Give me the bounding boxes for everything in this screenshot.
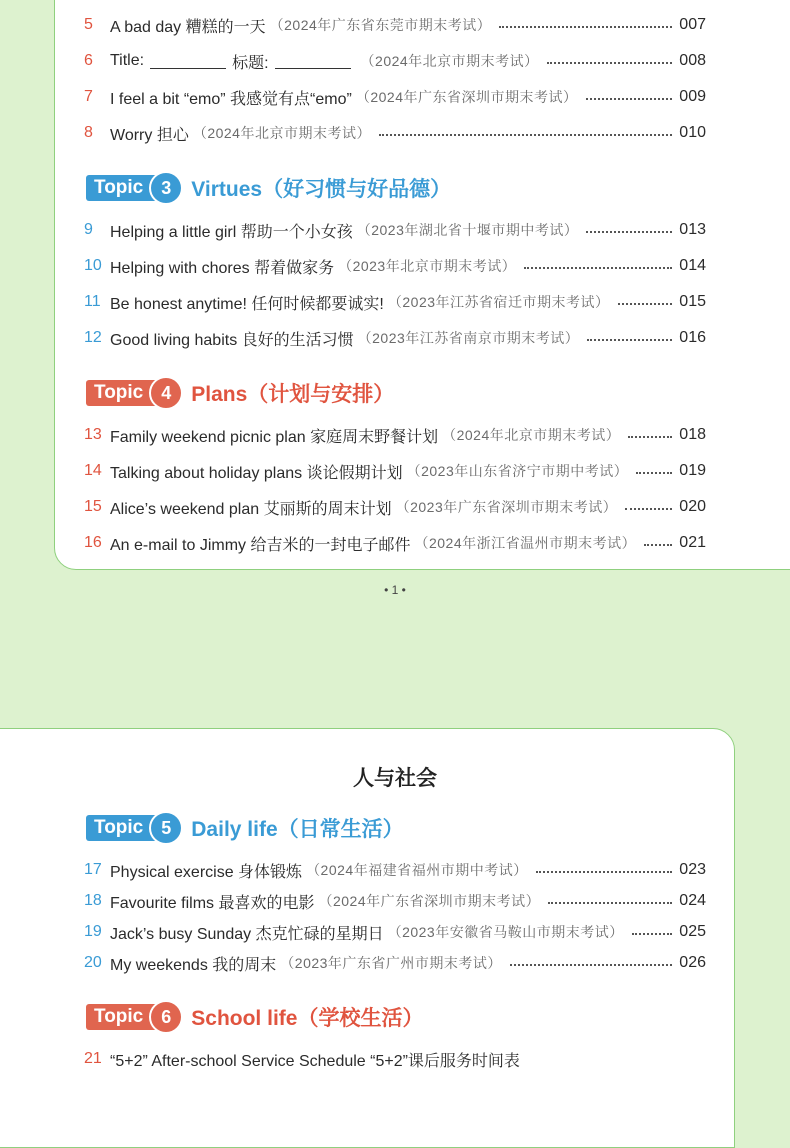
leader-dots — [632, 933, 672, 935]
entry-title: Jack’s busy Sunday 杰克忙碌的星期日 — [110, 925, 384, 943]
entry-page: 025 — [679, 923, 706, 940]
toc-entry[interactable] — [84, 325, 706, 351]
toc-entry[interactable] — [84, 289, 706, 315]
entry-page: 016 — [679, 329, 706, 346]
topic-tag: Topic — [86, 815, 165, 841]
entry-source: （2024年北京市期末考试） — [442, 427, 621, 443]
toc-entry[interactable] — [84, 1046, 706, 1072]
entry-source: （2023年广东省广州市期末考试） — [280, 955, 502, 971]
entry-source: （2023年北京市期末考试） — [338, 258, 517, 274]
entry-number: 14 — [84, 462, 102, 479]
entry-title-part: 标题: — [232, 54, 269, 72]
entry-source: （2024年福建省福州市期中考试） — [306, 862, 528, 878]
topic-title: School life（学校生活） — [191, 1007, 424, 1030]
toc-entry[interactable] — [84, 84, 706, 110]
entry-number: 5 — [84, 16, 93, 33]
leader-dots — [644, 544, 672, 546]
entry-number: 21 — [84, 1050, 102, 1067]
topic-title: Virtues（好习惯与好品德） — [191, 178, 452, 201]
topic-header-5 — [86, 812, 404, 844]
entry-number: 19 — [84, 923, 102, 940]
entry-page: 013 — [679, 221, 706, 238]
toc-entry[interactable] — [84, 120, 706, 146]
toc-entry[interactable] — [84, 919, 706, 945]
entry-page: 023 — [679, 861, 706, 878]
entry-number: 9 — [84, 221, 93, 238]
topic-title: Plans（计划与安排） — [191, 383, 395, 406]
blank-line — [275, 54, 351, 69]
leader-dots — [636, 472, 672, 474]
entry-title: Good living habits 良好的生活习惯 — [110, 331, 354, 349]
entry-source: （2023年广东省深圳市期末考试） — [395, 499, 618, 515]
leader-dots — [524, 267, 672, 269]
entry-source: （2023年湖北省十堰市期中考试） — [356, 222, 579, 238]
topic-header-6 — [86, 1001, 423, 1033]
toc-entry[interactable] — [84, 950, 706, 976]
entry-title: Favourite films 最喜欢的电影 — [110, 894, 315, 912]
entry-title: A bad day 糟糕的一天 — [110, 18, 266, 36]
leader-dots — [547, 62, 672, 64]
page-number: • 1 • — [384, 583, 406, 597]
entry-title: Helping with chores 帮着做家务 — [110, 259, 335, 277]
toc-entry[interactable] — [84, 48, 706, 74]
entry-title: Talking about holiday plans 谈论假期计划 — [110, 464, 403, 482]
topic-title: Daily life（日常生活） — [191, 818, 404, 841]
topic-header-3 — [86, 172, 451, 204]
leader-dots — [379, 134, 672, 136]
entry-number: 20 — [84, 954, 102, 971]
entry-page: 015 — [679, 293, 706, 310]
toc-entry[interactable] — [84, 422, 706, 448]
toc-entry[interactable] — [84, 458, 706, 484]
toc-entry[interactable] — [84, 857, 706, 883]
entry-number: 16 — [84, 534, 102, 551]
entry-title: Be honest anytime! 任何时候都要诚实! — [110, 295, 384, 313]
entry-title-part: Title: — [110, 52, 145, 69]
leader-dots — [625, 508, 672, 510]
entry-number: 12 — [84, 329, 102, 346]
topic-tag: Topic — [86, 1004, 165, 1030]
entry-source: （2024年广东省东莞市期末考试） — [269, 17, 492, 33]
entry-page: 008 — [679, 52, 706, 69]
topic-tag: Topic — [86, 175, 165, 201]
topic-header-4 — [86, 377, 394, 409]
entry-page: 007 — [679, 16, 706, 33]
entry-number: 13 — [84, 426, 102, 443]
entry-source: （2024年广东省深圳市期末考试） — [318, 893, 541, 909]
entry-source: （2024年北京市期末考试） — [192, 125, 371, 141]
entry-source: （2023年安徽省马鞍山市期末考试） — [387, 924, 624, 940]
leader-dots — [618, 303, 672, 305]
entry-number: 8 — [84, 124, 93, 141]
blank-line — [150, 54, 226, 69]
toc-entry[interactable] — [84, 494, 706, 520]
leader-dots — [510, 964, 672, 966]
toc-entry[interactable] — [84, 12, 706, 38]
entry-page: 018 — [679, 426, 706, 443]
entry-title: “5+2” After-school Service Schedule “5+2”课后服务时间表 — [110, 1052, 520, 1070]
entry-page: 020 — [679, 498, 706, 515]
entry-page: 021 — [679, 534, 706, 551]
leader-dots — [587, 339, 672, 341]
section-heading: 人与社会 — [353, 767, 437, 790]
leader-dots — [628, 436, 672, 438]
leader-dots — [548, 902, 672, 904]
entry-title: Helping a little girl 帮助一个小女孩 — [110, 223, 353, 241]
entry-number: 17 — [84, 861, 102, 878]
entry-title: Physical exercise 身体锻炼 — [110, 863, 303, 881]
entry-page: 010 — [679, 124, 706, 141]
entry-source: （2024年北京市期末考试） — [360, 53, 539, 69]
leader-dots — [586, 231, 672, 233]
entry-number: 15 — [84, 498, 102, 515]
entry-title: An e-mail to Jimmy 给吉米的一封电子邮件 — [110, 536, 411, 554]
entry-page: 026 — [679, 954, 706, 971]
entry-title: Alice’s weekend plan 艾丽斯的周末计划 — [110, 500, 392, 518]
toc-entry[interactable] — [84, 530, 706, 556]
entry-page: 024 — [679, 892, 706, 909]
entry-page: 019 — [679, 462, 706, 479]
entry-number: 18 — [84, 892, 102, 909]
topic-tag: Topic — [86, 380, 165, 406]
leader-dots — [536, 871, 672, 873]
leader-dots — [586, 98, 673, 100]
entry-source: （2024年浙江省温州市期末考试） — [414, 535, 637, 551]
entry-number: 10 — [84, 257, 102, 274]
entry-number: 6 — [84, 52, 93, 69]
leader-dots — [499, 26, 672, 28]
entry-source: （2023年江苏省宿迁市期末考试） — [387, 294, 610, 310]
topic-number-badge: 6 — [149, 1000, 183, 1034]
topic-number-badge: 4 — [149, 376, 183, 410]
entry-title: Worry 担心 — [110, 126, 189, 144]
topic-number-badge: 3 — [149, 171, 183, 205]
entry-page: 009 — [679, 88, 706, 105]
entry-number: 7 — [84, 88, 93, 105]
entry-title: My weekends 我的周末 — [110, 956, 277, 974]
toc-entry[interactable] — [84, 888, 706, 914]
toc-entry[interactable] — [84, 217, 706, 243]
entry-title: Family weekend picnic plan 家庭周末野餐计划 — [110, 428, 439, 446]
entry-number: 11 — [84, 293, 101, 310]
entry-source: （2024年广东省深圳市期末考试） — [355, 89, 578, 105]
entry-title: I feel a bit “emo” 我感觉有点“emo” — [110, 90, 352, 108]
entry-page: 014 — [679, 257, 706, 274]
entry-source: （2023年山东省济宁市期中考试） — [406, 463, 629, 479]
toc-entry[interactable] — [84, 253, 706, 279]
topic-number-badge: 5 — [149, 811, 183, 845]
entry-source: （2023年江苏省南京市期末考试） — [357, 330, 580, 346]
